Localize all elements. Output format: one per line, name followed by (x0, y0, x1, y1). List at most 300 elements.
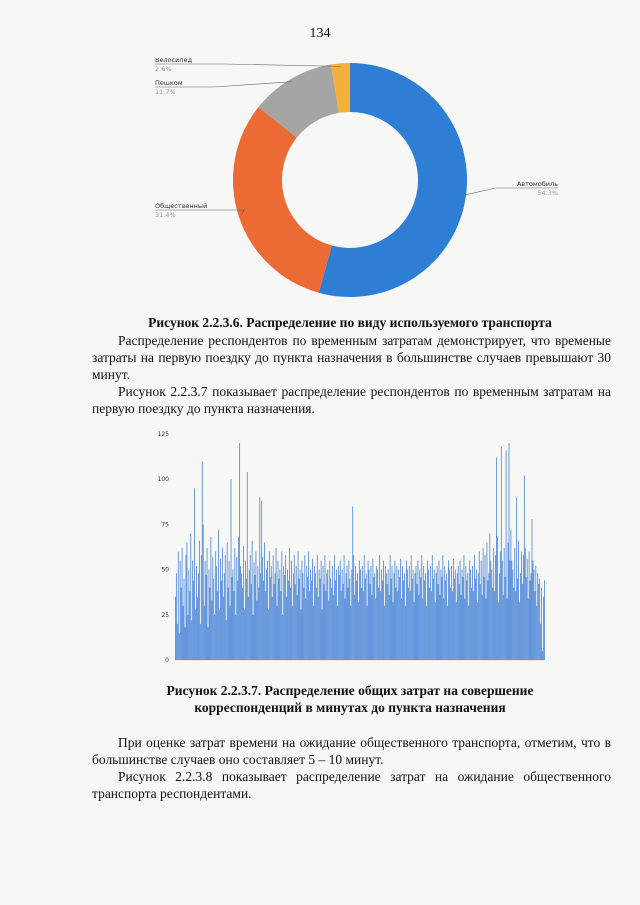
bar (345, 599, 346, 660)
bar (412, 579, 413, 660)
y-tick-label: 75 (161, 521, 169, 529)
bar (424, 580, 425, 660)
bar (390, 555, 391, 660)
bar (379, 555, 380, 660)
bar (451, 566, 452, 660)
bar (418, 595, 419, 660)
bar (248, 597, 249, 660)
bar (488, 573, 489, 660)
bar (255, 575, 256, 660)
bar (469, 561, 470, 660)
bar (417, 584, 418, 660)
bar (395, 561, 396, 660)
bar (446, 573, 447, 660)
slice-percent: 11.7% (155, 88, 176, 96)
bar (443, 599, 444, 660)
bar (462, 570, 463, 660)
bar (395, 588, 396, 660)
bar (527, 559, 528, 660)
bar (307, 577, 308, 660)
bar (305, 599, 306, 660)
bar (241, 573, 242, 660)
bar (287, 570, 288, 660)
bar (238, 537, 239, 660)
bar (256, 600, 257, 660)
bar (524, 476, 525, 660)
bar (310, 570, 311, 660)
bar (518, 541, 519, 660)
bar (288, 580, 289, 660)
bar (338, 566, 339, 660)
paragraph-text: При оценке затрат времени на ожидание общественного транспорта, отметим, что в большинстве случаев оно составляет 5 – 10 минут. (92, 735, 611, 767)
bar (535, 566, 536, 660)
bar (349, 579, 350, 660)
bar (323, 566, 324, 660)
bar (195, 609, 196, 660)
bar (541, 588, 542, 660)
bar (231, 479, 232, 660)
bar (325, 555, 326, 660)
bar (399, 577, 400, 660)
bar (356, 580, 357, 660)
bar (308, 552, 309, 660)
bar (281, 552, 282, 660)
bar (540, 624, 541, 660)
bar (316, 588, 317, 660)
bar (205, 561, 206, 660)
bar (312, 559, 313, 660)
bar (289, 548, 290, 660)
bar (494, 591, 495, 660)
bar (253, 615, 254, 660)
bar (194, 488, 195, 660)
figure-caption-2-2-3-7 (60, 682, 640, 716)
bar (217, 591, 218, 660)
bar (250, 555, 251, 660)
bar (334, 555, 335, 660)
bar (375, 599, 376, 660)
bar (505, 577, 506, 660)
bar (386, 573, 387, 660)
bar (301, 609, 302, 660)
bar (228, 588, 229, 660)
bar (504, 548, 505, 660)
bar (543, 597, 544, 660)
bar (387, 584, 388, 660)
bar (181, 588, 182, 660)
y-tick-label: 25 (161, 611, 169, 619)
bar (203, 524, 204, 660)
bar (461, 595, 462, 660)
bar (290, 588, 291, 660)
bar (532, 519, 533, 660)
bar (355, 566, 356, 660)
bar (188, 570, 189, 660)
bar (237, 580, 238, 660)
bar (275, 573, 276, 660)
bar (472, 566, 473, 660)
bar (306, 566, 307, 660)
bar (406, 561, 407, 660)
bar (377, 570, 378, 660)
bar (411, 555, 412, 660)
bar (309, 591, 310, 660)
bar (489, 533, 490, 660)
bar (534, 570, 535, 660)
bar (264, 542, 265, 660)
bar (341, 591, 342, 660)
bar (196, 566, 197, 660)
bar (239, 443, 240, 660)
bar (490, 561, 491, 660)
bar (393, 602, 394, 660)
bar (396, 566, 397, 660)
bar (500, 552, 501, 660)
y-tick-label: 50 (161, 566, 169, 574)
bar (414, 602, 415, 660)
bar (507, 599, 508, 660)
travel-time-bar-chart (140, 428, 560, 673)
slice-percent: 2.6% (155, 65, 172, 73)
bar (497, 537, 498, 660)
bar (324, 584, 325, 660)
bar (428, 570, 429, 660)
bar (427, 561, 428, 660)
bar (502, 561, 503, 660)
paragraph-distribution-by-time (92, 332, 611, 417)
bar (525, 548, 526, 660)
bar (483, 548, 484, 660)
bar (487, 580, 488, 660)
bar (432, 555, 433, 660)
bar (321, 561, 322, 660)
bar (262, 557, 263, 660)
bar (460, 561, 461, 660)
bar (183, 606, 184, 660)
bar (220, 559, 221, 660)
bar (216, 566, 217, 660)
bar (279, 579, 280, 660)
slice-percent: 31.4% (155, 211, 176, 219)
bar (364, 555, 365, 660)
bar (266, 570, 267, 660)
bar (374, 573, 375, 660)
bar (517, 579, 518, 660)
bar (401, 599, 402, 660)
bar (291, 561, 292, 660)
bar (383, 561, 384, 660)
page-number: 134 (309, 26, 331, 41)
bar (242, 588, 243, 660)
bar (293, 573, 294, 660)
bar (478, 573, 479, 660)
bar (209, 570, 210, 660)
bar (445, 580, 446, 660)
bar (319, 570, 320, 660)
bar (426, 606, 427, 660)
slice-percent: 54.3% (537, 189, 558, 197)
bar (258, 588, 259, 660)
bar (465, 566, 466, 660)
bar (510, 530, 511, 660)
bar (226, 620, 227, 660)
bar (252, 541, 253, 660)
bar (304, 555, 305, 660)
y-tick-label: 0 (165, 657, 169, 664)
bar (278, 561, 279, 660)
slice-label: Автомобиль (516, 180, 558, 188)
bar (176, 573, 177, 660)
bar (385, 566, 386, 660)
bar (466, 580, 467, 660)
bar (421, 555, 422, 660)
bar (487, 542, 488, 660)
bar (520, 573, 521, 660)
bar (511, 561, 512, 660)
bar (542, 651, 543, 660)
bar (302, 573, 303, 660)
bar (336, 570, 337, 660)
bar (539, 579, 540, 660)
bar (410, 591, 411, 660)
bar (477, 602, 478, 660)
bar (210, 588, 211, 660)
bar (441, 570, 442, 660)
bar (362, 566, 363, 660)
bar (259, 497, 260, 660)
bar (199, 541, 200, 660)
bar (419, 570, 420, 660)
bar (311, 580, 312, 660)
bar (286, 597, 287, 660)
bar (221, 580, 222, 660)
bar (409, 566, 410, 660)
bar (326, 573, 327, 660)
bar (408, 588, 409, 660)
bar (210, 537, 211, 660)
bar (369, 570, 370, 660)
bar (481, 561, 482, 660)
bar (337, 606, 338, 660)
bar (501, 447, 502, 660)
bar (297, 595, 298, 660)
bar (456, 602, 457, 660)
bar (442, 555, 443, 660)
bar (449, 570, 450, 660)
bar (254, 562, 255, 660)
bar (470, 570, 471, 660)
bar (349, 561, 350, 660)
bar (225, 555, 226, 660)
bar (251, 584, 252, 660)
bar (528, 599, 529, 660)
bar (247, 472, 248, 660)
bar (187, 615, 188, 660)
bar (538, 584, 539, 660)
bar (234, 548, 235, 660)
bar (340, 561, 341, 660)
y-tick-label: 100 (157, 476, 169, 484)
bar (359, 561, 360, 660)
bar (444, 566, 445, 660)
bar (189, 591, 190, 660)
bar (459, 584, 460, 660)
bar (370, 584, 371, 660)
bar (331, 588, 332, 660)
bar (300, 570, 301, 660)
bar (276, 548, 277, 660)
bar (474, 555, 475, 660)
bar (206, 575, 207, 660)
bar (233, 591, 234, 660)
bar (212, 557, 213, 660)
bar (295, 584, 296, 660)
bar (245, 561, 246, 660)
bar (384, 606, 385, 660)
bar (330, 579, 331, 660)
bar (272, 597, 273, 660)
paragraph-waiting-time (92, 734, 611, 802)
bar (405, 606, 406, 660)
bar (232, 577, 233, 660)
bar (192, 561, 193, 660)
bar (413, 570, 414, 660)
bar (454, 579, 455, 660)
bar (523, 555, 524, 660)
bar (373, 577, 374, 660)
bar (186, 555, 187, 660)
bar (229, 561, 230, 660)
bar (322, 609, 323, 660)
bar (180, 561, 181, 660)
bar (508, 542, 509, 660)
bar (402, 566, 403, 660)
bar (485, 555, 486, 660)
bar (536, 606, 537, 660)
bar (348, 588, 349, 660)
bar (457, 573, 458, 660)
bar (332, 566, 333, 660)
bar (394, 573, 395, 660)
bar (193, 580, 194, 660)
bar (439, 561, 440, 660)
bar (380, 591, 381, 660)
bar (350, 606, 351, 660)
bar (298, 552, 299, 660)
bar (335, 580, 336, 660)
bar (441, 577, 442, 660)
bar (227, 542, 228, 660)
bar (235, 615, 236, 660)
bar (400, 559, 401, 660)
bar (433, 579, 434, 660)
bar (328, 600, 329, 660)
bar (452, 591, 453, 660)
bar (215, 552, 216, 660)
bar (284, 575, 285, 660)
slice-label: Общественный (155, 202, 208, 210)
bar (448, 561, 449, 660)
bar (407, 570, 408, 660)
bar (274, 584, 275, 660)
caption-line: корреспонденций в минутах до пункта назначения (194, 700, 506, 715)
bar (482, 595, 483, 660)
slice-label: Пешком (155, 79, 183, 87)
bar (544, 580, 545, 660)
leader-line (155, 64, 341, 66)
bar (534, 591, 535, 660)
bar (207, 548, 208, 660)
bar (327, 570, 328, 660)
bar (493, 548, 494, 660)
bar (256, 552, 257, 660)
bar (299, 579, 300, 660)
bar (503, 595, 504, 660)
bar (467, 573, 468, 660)
bar (261, 501, 262, 660)
bar (246, 579, 247, 660)
bar (471, 588, 472, 660)
bar (398, 570, 399, 660)
bar (325, 591, 326, 660)
bar (382, 580, 383, 660)
bar (506, 450, 507, 660)
bar (368, 561, 369, 660)
bar (526, 577, 527, 660)
bar (463, 577, 464, 660)
bar (187, 542, 188, 660)
bar (371, 566, 372, 660)
bar (175, 597, 176, 660)
bar (458, 566, 459, 660)
bar (389, 595, 390, 660)
bar (302, 561, 303, 660)
bar (244, 609, 245, 660)
bar (267, 561, 268, 660)
bar (190, 533, 191, 660)
bar (333, 595, 334, 660)
bar (492, 588, 493, 660)
bar (455, 570, 456, 660)
bar (392, 566, 393, 660)
bar (204, 606, 205, 660)
bar (347, 566, 348, 660)
bar (515, 591, 516, 660)
bar (436, 573, 437, 660)
bar (344, 555, 345, 660)
bar (317, 555, 318, 660)
bar (198, 573, 199, 660)
bar (283, 566, 284, 660)
bar (381, 570, 382, 660)
bar (512, 570, 513, 660)
bar (233, 570, 234, 660)
bar (197, 597, 198, 660)
bar (453, 559, 454, 660)
bar (531, 573, 532, 660)
bar (429, 588, 430, 660)
bar (468, 606, 469, 660)
bar (475, 579, 476, 660)
bar (218, 530, 219, 660)
bar (269, 552, 270, 660)
bar (303, 588, 304, 660)
bar (320, 579, 321, 660)
bar (367, 606, 368, 660)
bar (273, 555, 274, 660)
paragraph-text: Рисунок 2.2.3.7 показывает распределение респондентов по временным затратам на первую поездку до пункта назначения. (92, 384, 611, 416)
bar (294, 555, 295, 660)
